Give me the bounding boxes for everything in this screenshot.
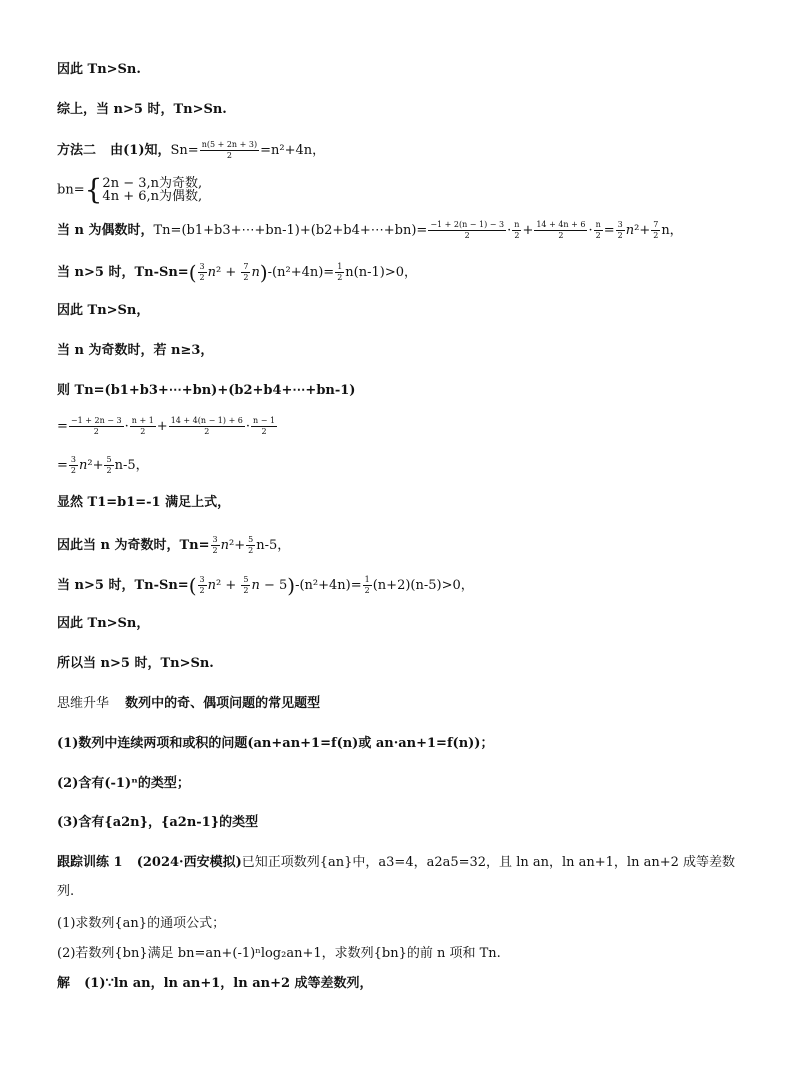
line-4: [57, 173, 203, 206]
line-15: 因此 Tn>Sn，: [57, 616, 150, 631]
line-19: (2)含有(-1)ⁿ的类型；: [57, 776, 190, 791]
piecewise-cases: [102, 177, 202, 203]
line-14-lead: 当 n>5 时，Tn-Sn=: [57, 578, 189, 593]
line-3: [57, 140, 325, 161]
fraction: $\frac{n(5 + 2n + 3)}{2}$: [201, 140, 258, 160]
line-5-lead: 当 n 为偶数时，: [57, 223, 154, 238]
line-6: 当 n>5 时，Tn-Sn=( $\frac{3}{2}$ n² + $\frac{7}{2}$ n)-(n²+4n)= $\frac{1}{2}$ n(n-1)>0，: [57, 260, 418, 285]
line-3-tail: =n²+4n，: [260, 143, 326, 158]
fraction: $\frac{-1 + 2n - 3}{2}$: [70, 416, 122, 436]
fraction: $\frac{7}{2}$: [653, 220, 659, 240]
exercise-source: (2024·西安模拟): [136, 855, 242, 870]
line-12: 显然 T1=b1=-1 满足上式，: [57, 495, 231, 510]
line-25: [57, 976, 373, 992]
fraction: $\frac{14 + 4n + 6}{2}$: [536, 220, 586, 240]
fraction: $\frac{3}{2}$: [617, 220, 623, 240]
line-11-tail: n-5，: [114, 458, 149, 473]
line-5: 当 n 为偶数时，Tn=(b1+b3+⋯+bn-1)+(b2+b4+⋯+bn)= $\frac{-1 + 2(n - 1) - 3}{2}$ · $\frac{n}{2}$ + $\frac{14 + 4n + 6}{2}$ · $\frac{n}{2}$ = $\frac{3}{2}$ n²+ $\frac{7}{2}$ n，: [57, 220, 683, 240]
line-13: 因此当 n 为奇数时，Tn= $\frac{3}{2}$ n²+ $\frac{5}{2}$ n-5，: [57, 535, 291, 555]
line-14-mid: -(n²+4n)=: [295, 578, 362, 593]
line-22: 列.: [57, 884, 75, 899]
line-6-mid: -(n²+4n)=: [267, 265, 335, 280]
summary-label: 思维升华: [57, 696, 110, 711]
bn-label: bn=: [57, 182, 85, 198]
line-9: 则 Tn=(b1+b3+⋯+bn)+(b2+b4+⋯+bn-1): [57, 383, 356, 398]
line-18: (1)数列中连续两项和或积的问题(an+an+1=f(n)或 an·an+1=f(n))；: [57, 736, 494, 751]
line-14-tail: (n+2)(n-5)>0，: [372, 578, 474, 593]
solution-label: 解: [57, 976, 71, 991]
summary-title: 数列中的奇、偶项问题的常见题型: [125, 696, 321, 711]
line-5-tail: n，: [661, 223, 683, 238]
line-11: = $\frac{3}{2}$ n²+ $\frac{5}{2}$ n-5，: [57, 455, 149, 475]
line-21: [57, 855, 735, 871]
line-6-lead: 当 n>5 时，Tn-Sn=: [57, 265, 189, 280]
line-10: = $\frac{-1 + 2n - 3}{2}$ · $\frac{n + 1}{2}$ + $\frac{14 + 4(n - 1) + 6}{2}$ · $\frac{n - 1}{2}$: [57, 416, 276, 436]
line-6-tail: n(n-1)>0，: [345, 265, 418, 280]
line-5-expr: Tn=(b1+b3+⋯+bn-1)+(b2+b4+⋯+bn)=: [153, 223, 428, 238]
line-24: (2)若数列{bn}满足 bn=an+(-1)ⁿlog₂an+1，求数列{bn}的前 n 项和 Tn.: [57, 946, 501, 961]
line-2: 综上，当 n>5 时，Tn>Sn.: [57, 102, 227, 117]
line-17: [57, 696, 320, 712]
line-20: (3)含有{a2n}，{a2n-1}的类型: [57, 815, 259, 830]
line-23: (1)求数列{an}的通项公式；: [57, 916, 226, 931]
line-3-intro: 由(1)知，: [110, 143, 171, 158]
exercise-label: 跟踪训练 1: [57, 855, 123, 870]
line-8: 当 n 为奇数时，若 n≥3，: [57, 343, 214, 358]
line-13-lead: 因此当 n 为奇数时，Tn=: [57, 538, 210, 553]
solution-text: (1)∵ln an，ln an+1，ln an+2 成等差数列，: [84, 976, 373, 991]
line-16: 所以当 n>5 时，Tn>Sn.: [57, 656, 214, 671]
fraction: $\frac{n}{2}$: [595, 220, 601, 240]
exercise-text: 已知正项数列{an}中，a3=4，a2a5=32，且 ln an，ln an+1，ln an+2 成等差数: [241, 855, 736, 870]
fraction: $\frac{n - 1}{2}$: [253, 416, 276, 436]
fraction: $\frac{14 + 4(n - 1) + 6}{2}$: [170, 416, 243, 436]
brace: {: [84, 173, 103, 206]
line-3-s: Sn=: [170, 143, 199, 158]
fraction: $\frac{n + 1}{2}$: [131, 416, 154, 436]
line-1: 因此 Tn>Sn.: [57, 62, 141, 77]
case-odd: 2n − 3,n为奇数,: [102, 176, 203, 191]
line-14: 当 n>5 时，Tn-Sn=( $\frac{3}{2}$ n² + $\frac{5}{2}$ n − 5)-(n²+4n)= $\frac{1}{2}$ (n+2)(n-5)>0，: [57, 573, 474, 598]
fraction: $\frac{n}{2}$: [514, 220, 520, 240]
case-even: 4n + 6,n为偶数,: [102, 189, 203, 204]
line-7: 因此 Tn>Sn，: [57, 303, 150, 318]
method-two-label: 方法二: [57, 143, 97, 158]
fraction: $\frac{-1 + 2(n - 1) - 3}{2}$: [430, 220, 505, 240]
line-13-tail: n-5，: [256, 538, 291, 553]
